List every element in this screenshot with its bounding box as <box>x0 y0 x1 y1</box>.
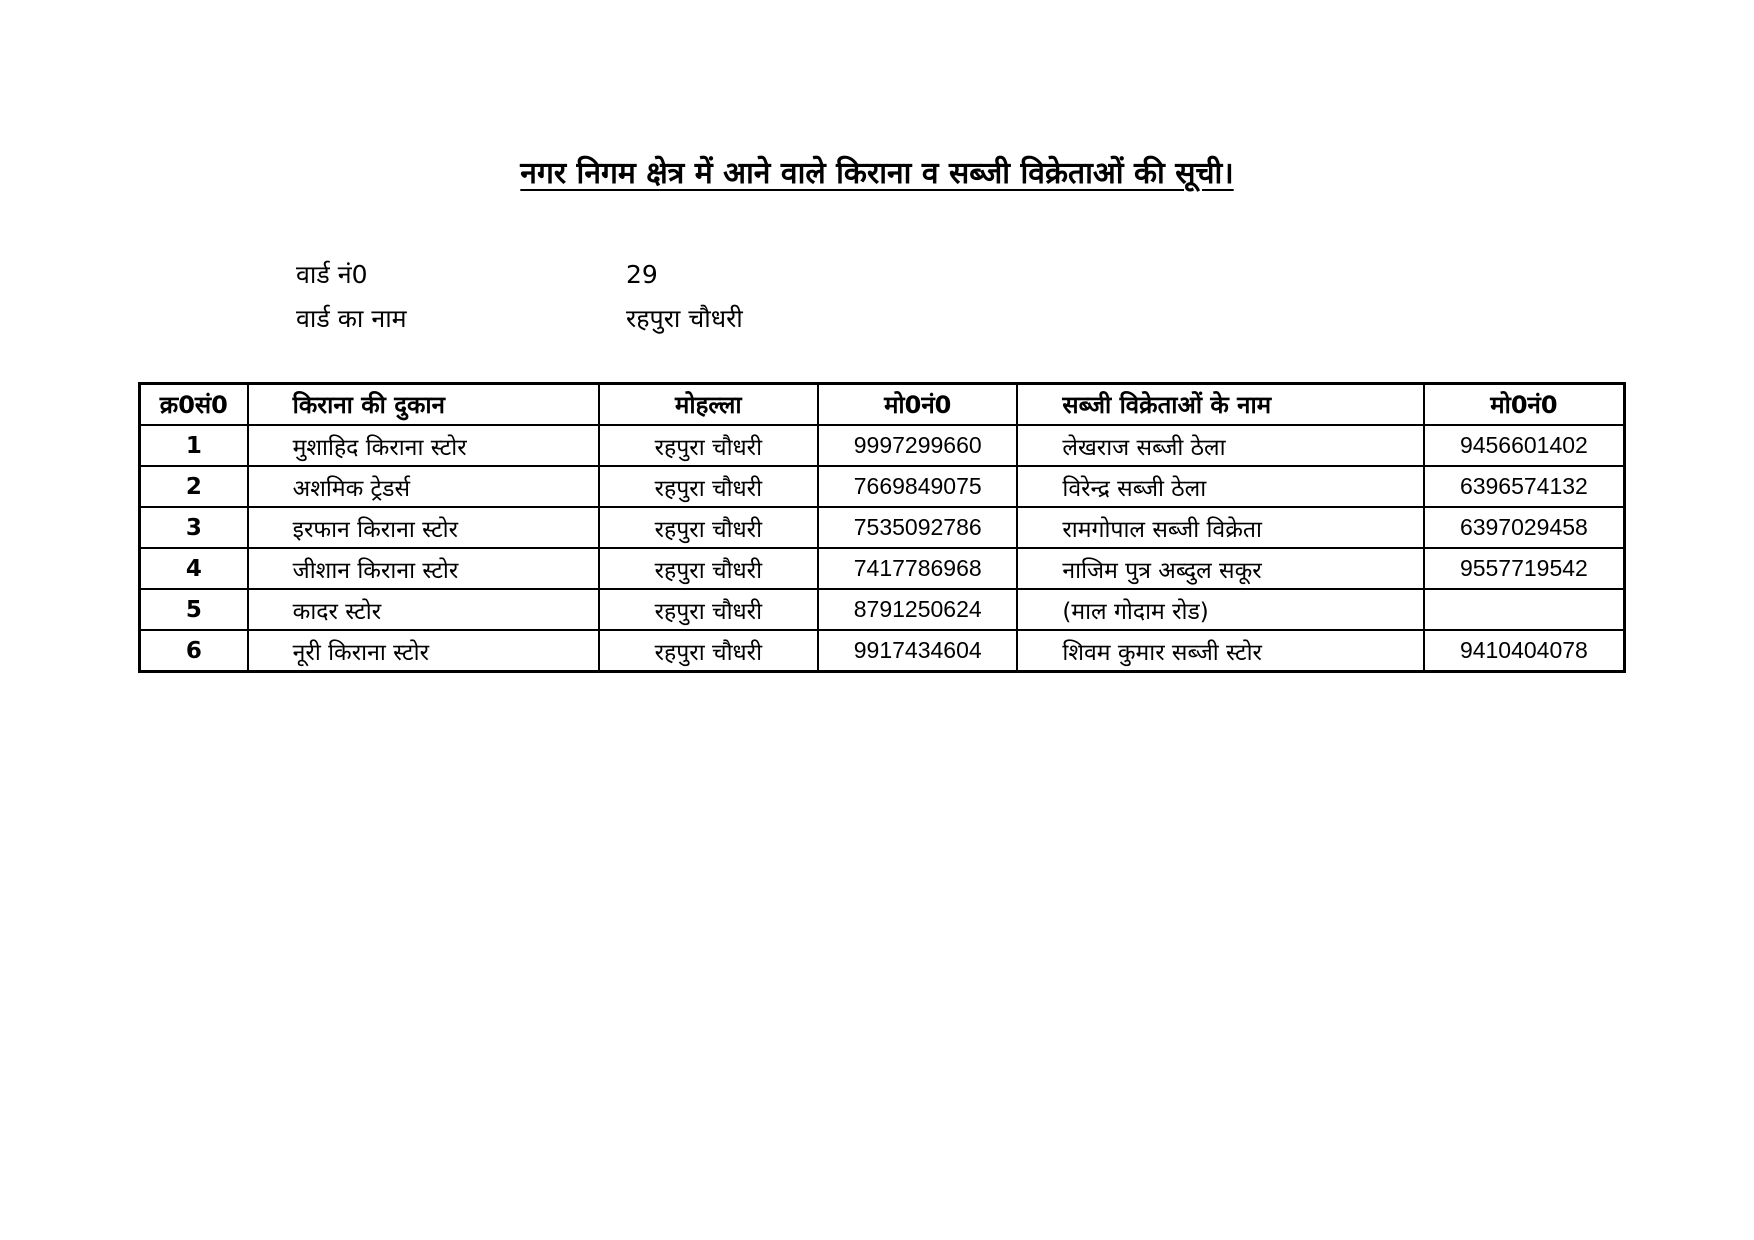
cell-mobile-2 <box>1424 589 1625 630</box>
cell-vendor: नाजिम पुत्र अब्दुल सकूर <box>1017 548 1423 589</box>
cell-serial: 5 <box>140 589 248 630</box>
ward-number-value: 29 <box>626 259 658 289</box>
table-row <box>140 425 1625 466</box>
cell-serial: 1 <box>140 425 248 466</box>
cell-mobile-2: 6396574132 <box>1424 466 1625 507</box>
cell-shop: नूरी किराना स्टोर <box>248 630 599 672</box>
cell-mobile-2: 9557719542 <box>1424 548 1625 589</box>
cell-serial: 2 <box>140 466 248 507</box>
table-header-row <box>140 384 1625 426</box>
cell-shop: मुशाहिद किराना स्टोर <box>248 425 599 466</box>
ward-name-label: वार्ड का नाम <box>296 304 407 333</box>
cell-mohalla: रहपुरा चौधरी <box>599 630 818 672</box>
ward-info <box>296 252 926 340</box>
table-row <box>140 630 1625 672</box>
cell-mobile: 9917434604 <box>818 630 1017 672</box>
cell-mobile: 7535092786 <box>818 507 1017 548</box>
vendor-table <box>138 382 1626 673</box>
cell-mohalla: रहपुरा चौधरी <box>599 548 818 589</box>
cell-shop: अशमिक ट्रेडर्स <box>248 466 599 507</box>
ward-name-row <box>296 296 926 340</box>
cell-mohalla: रहपुरा चौधरी <box>599 466 818 507</box>
header-mobile-2: मो0नं0 <box>1424 384 1625 426</box>
cell-mobile: 7417786968 <box>818 548 1017 589</box>
header-mohalla: मोहल्ला <box>599 384 818 426</box>
cell-mohalla: रहपुरा चौधरी <box>599 507 818 548</box>
cell-mobile: 7669849075 <box>818 466 1017 507</box>
cell-vendor: लेखराज सब्जी ठेला <box>1017 425 1423 466</box>
cell-mobile: 9997299660 <box>818 425 1017 466</box>
cell-mohalla: रहपुरा चौधरी <box>599 589 818 630</box>
header-serial: क्र0सं0 <box>140 384 248 426</box>
cell-shop: जीशान किराना स्टोर <box>248 548 599 589</box>
table-row <box>140 548 1625 589</box>
header-mobile: मो0नं0 <box>818 384 1017 426</box>
cell-serial: 6 <box>140 630 248 672</box>
table-row <box>140 466 1625 507</box>
cell-shop: कादर स्टोर <box>248 589 599 630</box>
ward-number-label: वार्ड नं0 <box>296 260 368 289</box>
cell-vendor: (माल गोदाम रोड) <box>1017 589 1423 630</box>
page-title <box>0 152 1754 196</box>
header-vegetable-vendor: सब्जी विक्रेताओं के नाम <box>1017 384 1423 426</box>
cell-mohalla: रहपुरा चौधरी <box>599 425 818 466</box>
table-row <box>140 507 1625 548</box>
table-row <box>140 589 1625 630</box>
page-title-text: नगर निगम क्षेत्र में आने वाले किराना व सब्जी विक्रेताओं की सूची। <box>520 156 1234 191</box>
cell-mobile-2: 6397029458 <box>1424 507 1625 548</box>
header-grocery-shop: किराना की दुकान <box>248 384 599 426</box>
cell-vendor: रामगोपाल सब्जी विक्रेता <box>1017 507 1423 548</box>
ward-number-row <box>296 252 926 296</box>
cell-mobile-2: 9410404078 <box>1424 630 1625 672</box>
cell-vendor: शिवम कुमार सब्जी स्टोर <box>1017 630 1423 672</box>
ward-name-value: रहपुरा चौधरी <box>626 304 743 333</box>
cell-mobile-2: 9456601402 <box>1424 425 1625 466</box>
cell-vendor: विरेन्द्र सब्जी ठेला <box>1017 466 1423 507</box>
cell-serial: 3 <box>140 507 248 548</box>
cell-serial: 4 <box>140 548 248 589</box>
cell-shop: इरफान किराना स्टोर <box>248 507 599 548</box>
cell-mobile: 8791250624 <box>818 589 1017 630</box>
